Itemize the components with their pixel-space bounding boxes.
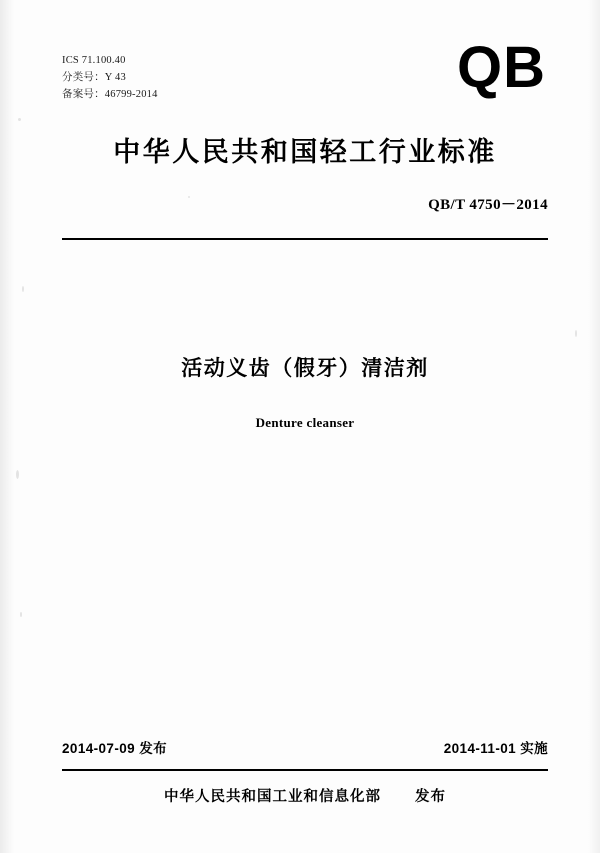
ics-number: ICS 71.100.40 <box>62 55 126 66</box>
standard-title: 中华人民共和国轻工行业标准 <box>113 137 497 167</box>
document-title-cn: 活动义齿（假牙）清洁剂 <box>181 357 429 380</box>
footer-divider <box>62 769 548 771</box>
document-header <box>62 35 548 103</box>
classification-number: 分类号：Y 43 <box>62 72 126 83</box>
publisher-line <box>62 785 548 806</box>
header-metadata <box>62 52 158 103</box>
page-content <box>62 0 548 853</box>
scan-speck <box>20 612 22 617</box>
header-divider <box>62 238 548 240</box>
date-row <box>62 737 548 757</box>
implement-date: 2014-11-01 实施 <box>443 741 548 756</box>
issue-date: 2014-07-09 发布 <box>62 741 168 756</box>
record-number: 备案号：46799-2014 <box>62 89 158 100</box>
scan-speck <box>16 470 19 479</box>
scan-speck <box>575 330 577 337</box>
qb-logo: QB <box>457 35 546 100</box>
publisher-name: 中华人民共和国工业和信息化部 <box>163 789 381 805</box>
publisher-action: 发布 <box>415 789 447 805</box>
standard-code: QB/T 4750－2014 <box>428 197 548 213</box>
scan-speck <box>18 118 21 121</box>
document-title-en: Denture cleanser <box>255 415 355 430</box>
scan-speck <box>22 286 24 292</box>
